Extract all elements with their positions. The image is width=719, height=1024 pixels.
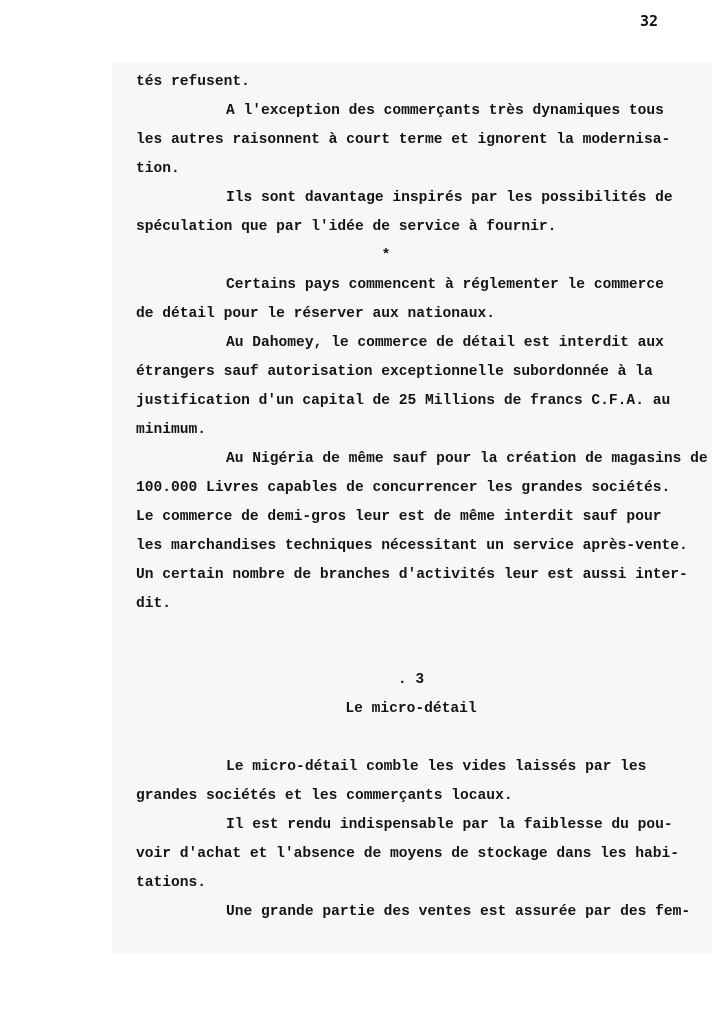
text-line: étrangers sauf autorisation exceptionnelle subordonnée à la xyxy=(136,364,653,380)
page-number: 32 xyxy=(640,12,659,30)
text-line: A l'exception des commerçants très dynamiques tous xyxy=(226,103,664,119)
text-line: dit. xyxy=(136,596,172,612)
text-line: les marchandises techniques nécessitant un service après-vente. xyxy=(136,538,688,554)
text-line: Un certain nombre de branches d'activités leur est aussi inter- xyxy=(136,567,688,583)
text-line: Le commerce de demi-gros leur est de même interdit sauf pour xyxy=(136,509,662,525)
text-line: tion. xyxy=(136,161,180,177)
text-line: voir d'achat et l'absence de moyens de stockage dans les habi- xyxy=(136,846,679,862)
document-body xyxy=(136,68,708,927)
text-line: Le micro-détail comble les vides laissés par les xyxy=(226,759,647,775)
text-line: Au Nigéria de même sauf pour la création de magasins de xyxy=(226,451,708,467)
section-number: . 3 xyxy=(397,672,425,688)
text-line: Il est rendu indispensable par la faiblesse du pou- xyxy=(226,817,673,833)
text-line: grandes sociétés et les commerçants locaux. xyxy=(136,788,513,804)
text-line: Au Dahomey, le commerce de détail est interdit aux xyxy=(226,335,664,351)
text-line: 100.000 Livres capables de concurrencer les grandes sociétés. xyxy=(136,480,671,496)
text-line: spéculation que par l'idée de service à fournir. xyxy=(136,219,557,235)
text-line: tés refusent. xyxy=(136,74,250,90)
section-title: Le micro-détail xyxy=(345,701,477,717)
text-line: tations. xyxy=(136,875,207,891)
spacer xyxy=(136,619,696,648)
text-line: Ils sont davantage inspirés par les possibilités de xyxy=(226,190,673,206)
text-line: justification d'un capital de 25 Millions de francs C.F.A. au xyxy=(136,393,671,409)
text-line: de détail pour le réserver aux nationaux. xyxy=(136,306,496,322)
text-line: minimum. xyxy=(136,422,207,438)
spacer xyxy=(136,724,696,753)
text-line: Certains pays commencent à réglementer le commerce xyxy=(226,277,664,293)
separator-asterisk: * xyxy=(381,248,391,264)
text-line: les autres raisonnent à court terme et ignorent la modernisa- xyxy=(136,132,671,148)
text-line: Une grande partie des ventes est assurée par des fem- xyxy=(226,904,691,920)
spacer xyxy=(136,648,696,666)
